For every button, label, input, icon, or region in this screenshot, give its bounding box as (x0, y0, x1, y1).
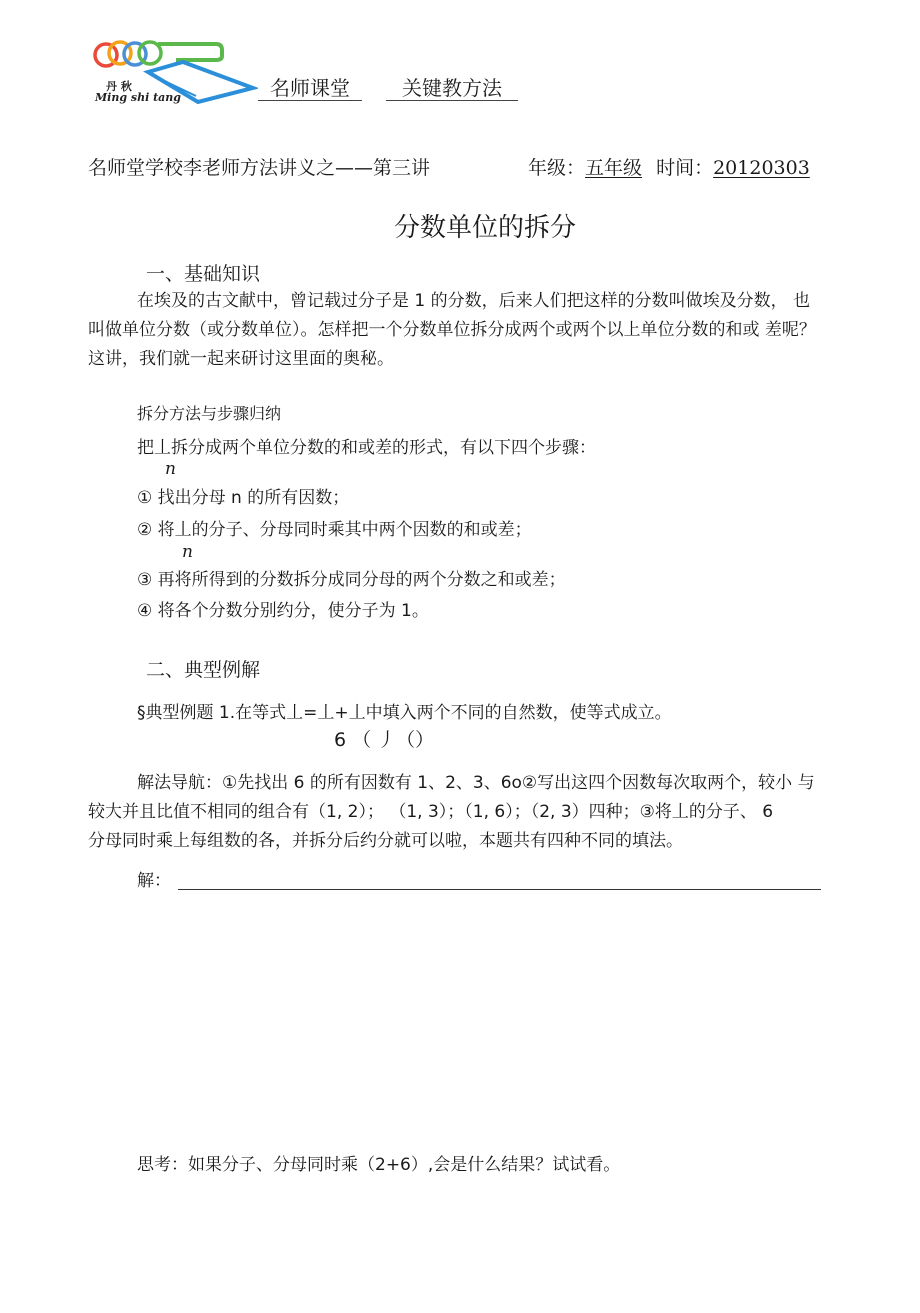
example-sub: 6 （ 丿（） (334, 729, 435, 751)
lecture-line: 名师堂学校李老师方法讲义之——第三讲 (88, 157, 431, 179)
section1-heading: 一、基础知识 (146, 263, 261, 285)
intro-line-3: 这讲，我们就一起来研讨这里面的奥秘。 (88, 349, 394, 369)
page-title: 分数单位的拆分 (393, 213, 576, 243)
step-1: ① 找出分母 n 的所有因数； (137, 488, 350, 508)
example-line: §典型例题 1.在等式丄=丄+丄中填入两个不同的自然数，使等式成立。 (137, 703, 672, 723)
section2-heading: 二、典型例解 (146, 659, 261, 681)
hint-line-1: 解法导航：①先找出 6 的所有因数有 1、2、3、6o②写出这四个因数每次取两个，较小 与 (137, 773, 815, 793)
answer-line (178, 889, 821, 890)
method-title: 拆分方法与步骤归纳 (137, 404, 282, 423)
time-value: 20120303 (713, 157, 810, 179)
intro-line-1: 在埃及的古文献中，曾记载过分子是 1 的分数，后来人们把这样的分数叫做埃及分数， 也 (137, 291, 811, 311)
grade-info (528, 153, 810, 180)
brand-right-text: 关键教方法 (402, 76, 502, 100)
grade-label: 年级： (528, 157, 586, 179)
n-mark-2: n (182, 542, 193, 562)
n-mark-1: n (165, 459, 176, 479)
brand-right (386, 72, 518, 101)
step-2: ② 将丄的分子、分母同时乘其中两个因数的和或差； (137, 520, 532, 540)
intro-line-2: 叫做单位分数（或分数单位）。怎样把一个分数单位拆分成两个或两个以上单位分数的和或 差呢？ (88, 320, 816, 340)
think-line: 思考：如果分子、分母同时乘（2+6）,会是什么结果？试试看。 (137, 1155, 621, 1175)
brand-left (258, 72, 362, 101)
step-4: ④ 将各个分数分别约分，使分子为 1。 (137, 601, 429, 621)
logo-cn-text: 丹 秋 (106, 80, 132, 93)
answer-label: 解： (137, 871, 171, 891)
hint-line-3: 分母同时乘上每组数的各，并拆分后约分就可以啦，本题共有四种不同的填法。 (88, 831, 683, 851)
logo-en-text: Ming shi tang (95, 91, 181, 104)
hint-line-2: 较大并且比值不相同的组合有（1, 2）； （1, 3）；（1, 6）；（2, 3）四种；③将丄的分子、 6 (88, 802, 774, 822)
method-intro: 把丄拆分成两个单位分数的和或差的形式，有以下四个步骤： (137, 438, 596, 458)
brand-left-text: 名师课堂 (270, 76, 350, 100)
step-3: ③ 再将所得到的分数拆分成同分母的两个分数之和或差； (137, 570, 566, 590)
time-label: 时间： (656, 157, 714, 179)
grade-value: 五年级 (585, 157, 643, 179)
